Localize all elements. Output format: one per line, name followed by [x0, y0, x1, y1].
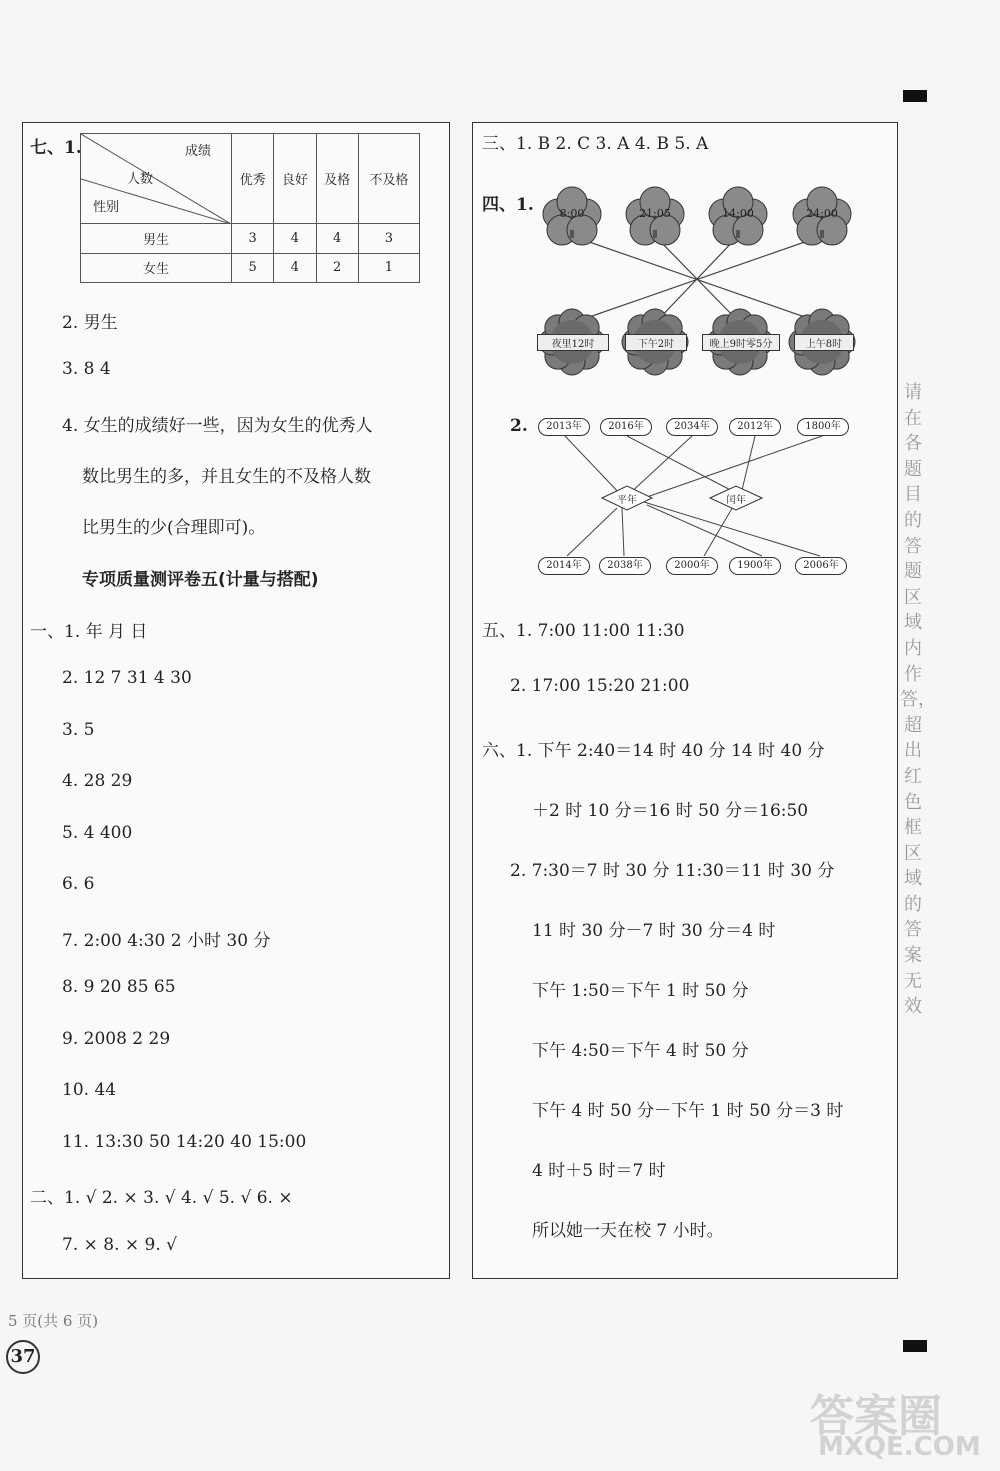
- year-oval-top: 2012年: [729, 418, 781, 436]
- part1-line: 9. 2008 2 29: [62, 1029, 171, 1049]
- table-cell: 3: [358, 224, 419, 254]
- year-oval-bottom: 2038年: [599, 557, 651, 575]
- part6-line: 2. 7:30＝7 时 30 分 11:30＝11 时 30 分: [510, 861, 835, 881]
- part5-line: 2. 17:00 15:20 21:00: [510, 676, 690, 696]
- part6-line: 所以她一天在校 7 小时。: [532, 1221, 724, 1241]
- col-header: 优秀: [232, 134, 274, 224]
- table-row: [81, 224, 420, 254]
- time-flower: 下午2时: [625, 334, 687, 351]
- type-leap-year: 闰年: [726, 495, 746, 506]
- header-score: 成绩: [185, 144, 212, 159]
- year-oval-top: 1800年: [797, 418, 849, 436]
- section-title: 专项质量测评卷五(计量与搭配): [82, 570, 319, 590]
- year-oval-top: 2013年: [538, 418, 590, 436]
- year-oval-top: 2034年: [666, 418, 718, 436]
- part6-line: 11 时 30 分－7 时 30 分＝4 时: [532, 921, 776, 941]
- year-oval-bottom: 2006年: [795, 557, 847, 575]
- part4-label: 四、1.: [482, 195, 534, 215]
- type-common-year: 平年: [617, 495, 637, 506]
- table-cell: 3: [232, 224, 274, 254]
- year-oval-bottom: 2000年: [666, 557, 718, 575]
- table-cell: 1: [358, 253, 419, 283]
- watermark-url: MXQE.COM: [818, 1432, 981, 1462]
- table-cell: 2: [316, 253, 358, 283]
- part6-line: ＋2 时 10 分＝16 时 50 分＝16:50: [532, 801, 809, 821]
- q4-2-label: 2.: [510, 416, 528, 436]
- table-row: [81, 253, 420, 283]
- page-number-badge: 37: [6, 1340, 40, 1374]
- table-cell: 5: [232, 253, 274, 283]
- left-answer-panel: [22, 122, 450, 1279]
- time-flower: 晚上9时零5分: [702, 334, 780, 351]
- part2-line: 7. × 8. × 9. √: [62, 1235, 177, 1255]
- answer-7-4-line2: 数比男生的多，并且女生的不及格人数: [82, 467, 371, 487]
- answer-7-4-line3: 比男生的少(合理即可)。: [82, 518, 266, 538]
- part3-line: 三、1. B 2. C 3. A 4. B 5. A: [482, 134, 709, 154]
- table-cell: 4: [274, 224, 316, 254]
- part1-line: 2. 12 7 31 4 30: [62, 668, 192, 688]
- clock-leaf: 14:00: [722, 207, 754, 220]
- time-flower: 夜里12时: [537, 334, 609, 351]
- part6-line: 六、1. 下午 2:40＝14 时 40 分 14 时 40 分: [482, 741, 825, 761]
- page-indicator: 5 页(共 6 页): [8, 1312, 99, 1330]
- col-header: 良好: [274, 134, 316, 224]
- year-oval-bottom: 1900年: [729, 557, 781, 575]
- time-flower: 上午8时: [794, 334, 854, 351]
- score-table: [80, 133, 420, 283]
- side-instruction-note: 请在各题目的答题区域内作答，超出红色框区域的答案无效: [900, 382, 936, 1018]
- part1-line: 6. 6: [62, 874, 95, 894]
- clock-leaf: 21:05: [639, 207, 671, 220]
- header-count: 人数: [127, 172, 154, 187]
- watermark-logo: 答案圈: [810, 1391, 942, 1442]
- year-oval-bottom: 2014年: [538, 557, 590, 575]
- col-header: 不及格: [358, 134, 419, 224]
- part1-line: 11. 13:30 50 14:20 40 15:00: [62, 1132, 307, 1152]
- part6-line: 4 时＋5 时＝7 时: [532, 1161, 666, 1181]
- answer-7-4-line1: 4. 女生的成绩好一些，因为女生的优秀人: [62, 416, 373, 436]
- part2-line: 二、1. √ 2. × 3. √ 4. √ 5. √ 6. ×: [30, 1188, 293, 1208]
- col-header: 及格: [316, 134, 358, 224]
- row-label: 男生: [81, 224, 232, 254]
- part1-line: 4. 28 29: [62, 771, 133, 791]
- registration-mark-bottom: [903, 1340, 927, 1352]
- part1-line: 3. 5: [62, 720, 95, 740]
- clock-leaf: 24:00: [806, 207, 838, 220]
- registration-mark-top: [903, 90, 927, 102]
- part6-line: 下午 4 时 50 分－下午 1 时 50 分＝3 时: [532, 1101, 844, 1121]
- part1-line: 5. 4 400: [62, 823, 133, 843]
- part1-line: 10. 44: [62, 1080, 117, 1100]
- part1-line: 8. 9 20 85 65: [62, 977, 176, 997]
- part6-line: 下午 4:50＝下午 4 时 50 分: [532, 1041, 749, 1061]
- q7-label: 七、1.: [30, 138, 82, 158]
- part1-line: 一、1. 年 月 日: [30, 622, 148, 642]
- part5-line: 五、1. 7:00 11:00 11:30: [482, 621, 685, 641]
- row-label: 女生: [81, 253, 232, 283]
- year-oval-top: 2016年: [600, 418, 652, 436]
- answer-7-3: 3. 8 4: [62, 359, 111, 379]
- table-cell: 4: [274, 253, 316, 283]
- part6-line: 下午 1:50＝下午 1 时 50 分: [532, 981, 749, 1001]
- table-cell: 4: [316, 224, 358, 254]
- answer-7-2: 2. 男生: [62, 313, 118, 333]
- header-gender: 性别: [93, 200, 120, 215]
- clock-leaf: 8:00: [559, 207, 585, 220]
- table-diagonal-header: [81, 134, 232, 224]
- part1-line: 7. 2:00 4:30 2 小时 30 分: [62, 931, 271, 951]
